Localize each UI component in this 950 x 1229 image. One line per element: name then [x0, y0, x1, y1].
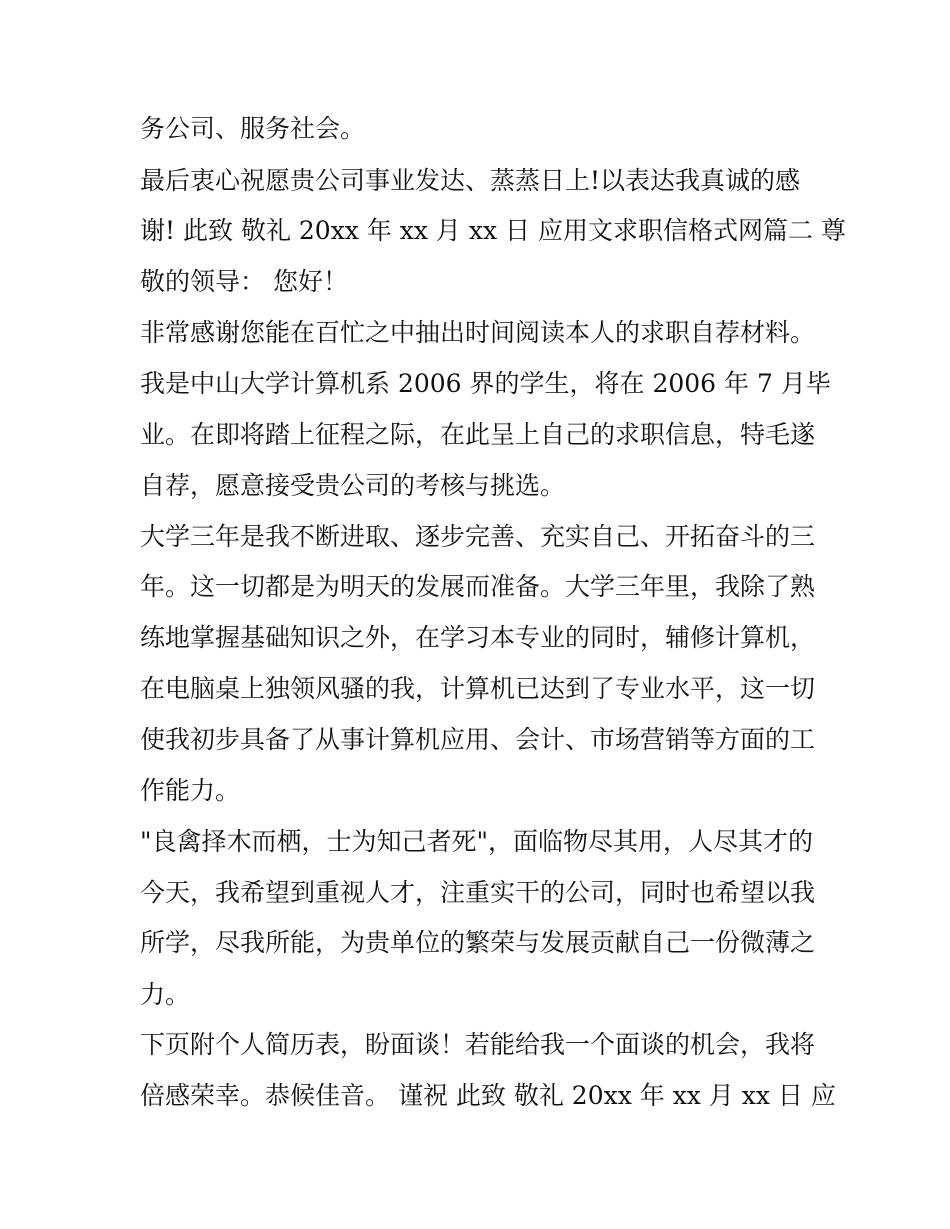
- text-line: 大学三年是我不断进取、逐步完善、充实自己、开拓奋斗的三: [140, 522, 816, 551]
- text-line: 作能力。: [140, 776, 241, 805]
- text-line: 我是中山大学计算机系 2006 界的学生，将在 2006 年 7 月毕: [140, 369, 831, 398]
- text-line: 业。在即将踏上征程之际，在此呈上自己的求职信息，特毛遂: [140, 420, 816, 449]
- text-line: 自荐，愿意接受贵公司的考核与挑选。: [140, 471, 566, 500]
- text-line: 年。这一切都是为明天的发展而准备。大学三年里，我除了熟: [140, 572, 816, 601]
- text-line: 下页附个人简历表，盼面谈！若能给我一个面谈的机会，我将: [140, 1030, 816, 1059]
- text-line: "良禽择木而栖，士为知己者死"，面临物尽其用，人尽其才的: [140, 827, 814, 856]
- text-line: 非常感谢您能在百忙之中抽出时间阅读本人的求职自荐材料。: [140, 318, 816, 347]
- text-line: 倍感荣幸。恭候佳音。 谨祝 此致 敬礼 20xx 年 xx 月 xx 日 应: [140, 1081, 836, 1110]
- text-line: 力。: [140, 980, 191, 1009]
- text-line: 使我初步具备了从事计算机应用、会计、市场营销等方面的工: [140, 725, 816, 754]
- text-line: 谢! 此致 敬礼 20xx 年 xx 月 xx 日 应用文求职信格式网篇二 尊: [140, 216, 846, 245]
- text-line: 敬的领导： 您好！: [140, 267, 348, 296]
- text-line: 所学，尽我所能，为贵单位的繁荣与发展贡献自己一份微薄之: [140, 928, 816, 957]
- text-line: 务公司、服务社会。: [140, 114, 366, 143]
- text-line: 今天，我希望到重视人才，注重实干的公司，同时也希望以我: [140, 878, 816, 907]
- text-line: 练地掌握基础知识之外，在学习本专业的同时，辅修计算机，: [140, 623, 816, 652]
- text-line: 最后衷心祝愿贵公司事业发达、蒸蒸日上!以表达我真诚的感: [140, 166, 801, 195]
- text-line: 在电脑桌上独领风骚的我，计算机已达到了专业水平，这一切: [140, 674, 816, 703]
